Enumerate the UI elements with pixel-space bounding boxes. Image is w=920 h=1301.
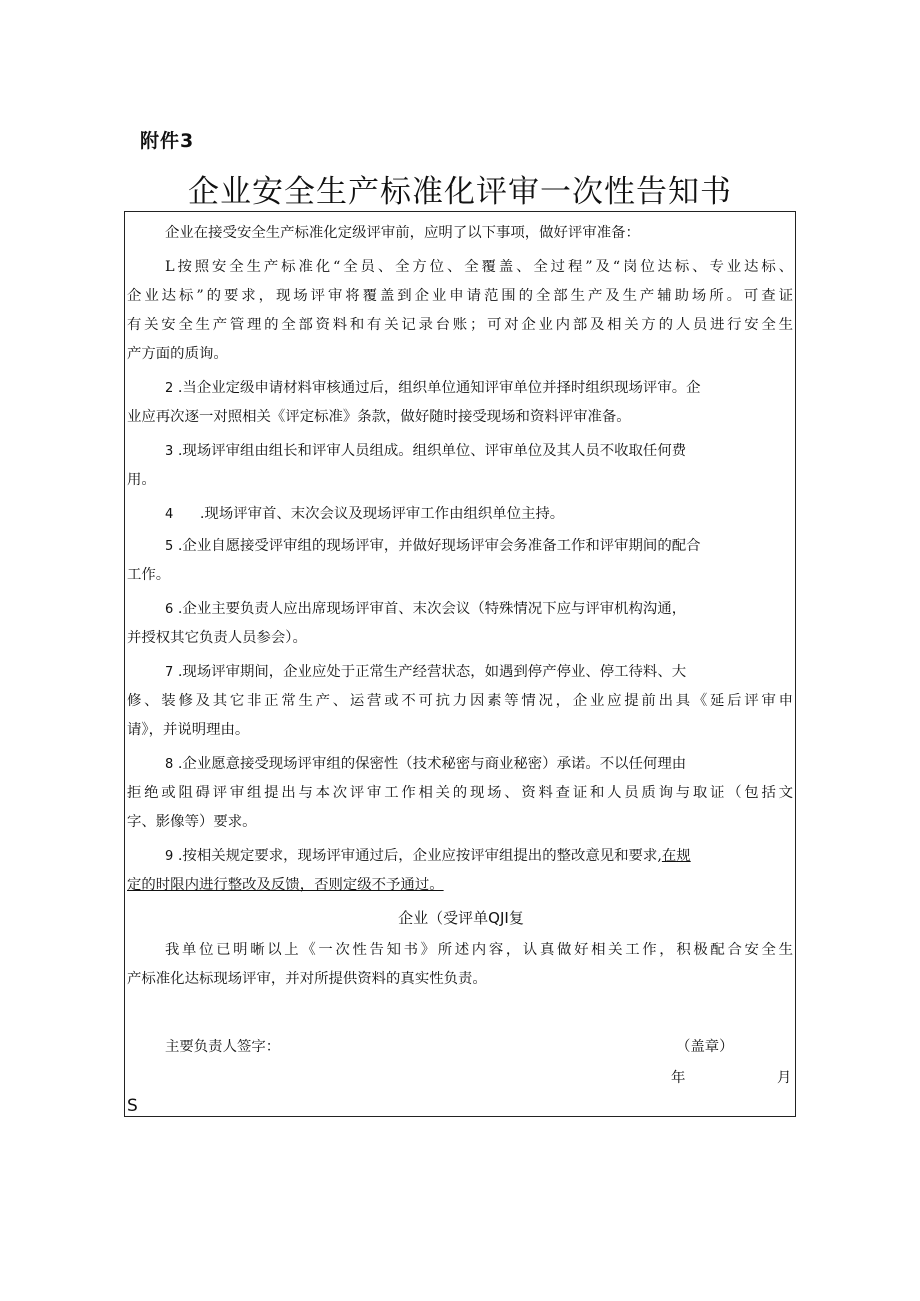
item8-line3: 字、影像等）要求。 [127, 814, 257, 830]
item4-text: .现场评审首、末次会议及现场评审工作由组织单位主持。 [199, 506, 565, 522]
item4-line [165, 500, 793, 529]
year-label: 年 [671, 1070, 686, 1086]
item7-line3: 请》，并说明理由。 [127, 722, 250, 738]
item6-line2: 并授权其它负责人员参会）。 [127, 630, 307, 646]
item8-text: .企业愿意接受现场评审组的保密性（技术秘密与商业秘密）承诺。不以任何理由 [177, 756, 687, 772]
item5-text: .企业自愿接受评审组的现场评审，并做好现场评审会务准备工作和评审期间的配合 [177, 538, 701, 554]
item2-line1 [165, 374, 793, 403]
item9-number: 9 [165, 849, 174, 864]
item7-text: .现场评审期间，企业应处于正常生产经营状态，如遇到停产停业、停工待料、大 [177, 664, 687, 680]
attachment-label: 附件3 [140, 130, 195, 152]
reply-heading-part1: 企业（受评单 [398, 909, 489, 927]
item1-line2: 企业达标”的要求，现场评审将覆盖到企业申请范围的全部生产及生产辅助场所。可查证 [127, 288, 793, 304]
item7-line1 [165, 658, 793, 687]
document-title: 企业安全生产标准化评审一次性告知书 [188, 174, 732, 210]
item5-line1 [165, 532, 793, 561]
item9-underlined-text: 在规 [661, 848, 691, 864]
item6-line1 [165, 595, 793, 624]
item7-number: 7 [165, 665, 174, 680]
item8-line1 [165, 750, 793, 779]
item8-number: 8 [165, 757, 174, 772]
item2-text: .当企业定级申请材料审核通过后，组织单位通知评审单位并择时组织现场评审。企 [177, 380, 701, 396]
reply-heading-part3: 复 [508, 909, 524, 927]
month-label: 月 [777, 1070, 792, 1086]
signature-label: 主要负责人签字： [165, 1039, 281, 1055]
item2-number: 2 [165, 381, 174, 396]
item9-line1 [165, 842, 793, 871]
seal-label: （盖章） [676, 1039, 734, 1055]
item5-line2: 工作。 [127, 567, 171, 583]
item7-line2: 修、装修及其它非正常生产、运营或不可抗力因素等情况，企业应提前出具《延后评审申 [127, 693, 793, 709]
item1-line3: 有关安全生产管理的全部资料和有关记录台账；可对企业内部及相关方的人员进行安全生 [127, 317, 793, 333]
reply-statement-line2: 产标准化达标现场评审，并对所提供资料的真实性负责。 [127, 971, 487, 987]
notice-box [124, 211, 796, 1117]
item8-line2: 拒绝或阻碍评审组提出与本次评审工作相关的现场、资料查证和人员质询与取证（包括文 [127, 785, 793, 801]
reply-heading [125, 904, 797, 933]
intro-text: 企业在接受安全生产标准化定级评审前，应明了以下事项，做好评审准备： [165, 225, 640, 241]
item3-line1 [165, 437, 793, 466]
item6-text: .企业主要负责人应出席现场评审首、末次会议（特殊情况下应与评审机构沟通， [177, 601, 687, 617]
reply-statement-line1: 我单位已明晰以上《一次性告知书》所述内容，认真做好相关工作，积极配合安全生 [165, 942, 793, 958]
item3-line2: 用。 [127, 472, 156, 488]
item3-number: 3 [165, 444, 174, 459]
item9-underlined-deadline: 定的时限内进行整改及反馈，否则定级不予通过。 [127, 877, 444, 893]
item1-line4: 产方面的质询。 [127, 346, 228, 362]
item6-number: 6 [165, 602, 174, 617]
stray-mark: S [127, 1096, 138, 1116]
item2-line2: 业应再次逐一对照相关《评定标准》条款，做好随时接受现场和资料评审准备。 [127, 409, 631, 425]
item5-number: 5 [165, 539, 174, 554]
item9-line2 [127, 871, 444, 900]
item4-number: 4 [165, 507, 174, 522]
item1-line1: L按照安全生产标准化“全员、全方位、全覆盖、全过程”及“岗位达标、专业达标、 [165, 259, 793, 275]
reply-heading-part2: QJI [488, 909, 509, 927]
item3-text: .现场评审组由组长和评审人员组成。组织单位、评审单位及其人员不收取任何费 [177, 443, 687, 459]
item9-text: .按相关规定要求，现场评审通过后，企业应按评审组提出的整改意见和要求, [177, 848, 662, 864]
